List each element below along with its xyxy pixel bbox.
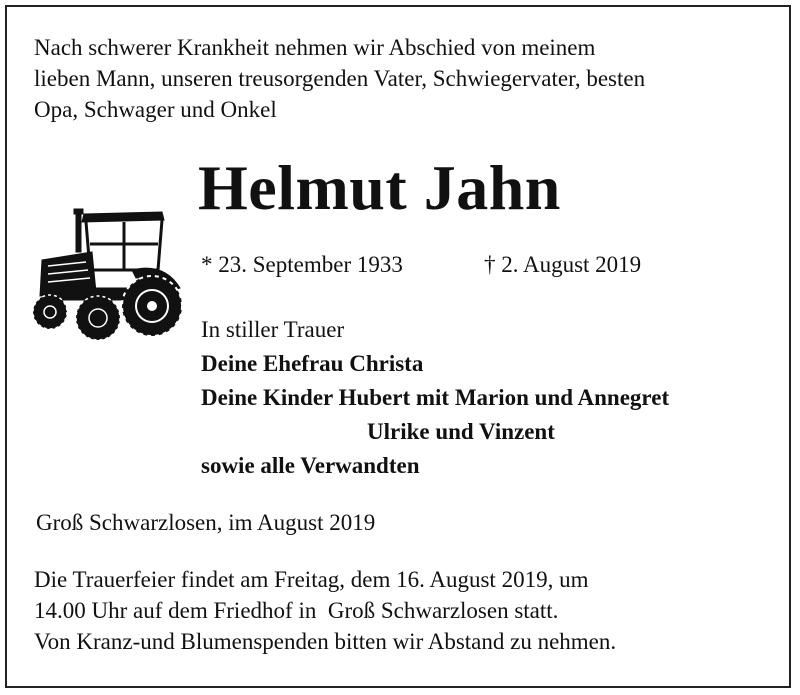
intro-line-3: Opa, Schwager und Onkel	[34, 97, 277, 122]
mourner-wife: Deine Ehefrau Christa	[201, 351, 424, 376]
intro-line-2: lieben Mann, unseren treusorgenden Vater, Schwiegervater, besten	[34, 66, 646, 91]
mourner-children-cont: Ulrike und Vinzent	[367, 419, 555, 444]
funeral-notice	[34, 564, 767, 657]
birth-date: * 23. September 1933	[201, 252, 403, 277]
place-date: Groß Schwarzlosen, im August 2019	[36, 510, 376, 535]
deceased-name: Helmut Jahn	[198, 152, 561, 223]
notice-line-2: 14.00 Uhr auf dem Friedhof in Groß Schwarzlosen statt.	[34, 598, 559, 623]
death-date: † 2. August 2019	[484, 252, 642, 277]
intro-text	[34, 32, 767, 125]
mourner-children: Deine Kinder Hubert mit Marion und Annegret	[201, 385, 670, 410]
notice-line-1: Die Trauerfeier findet am Freitag, dem 16. August 2019, um	[34, 567, 589, 592]
intro-line-1: Nach schwerer Krankheit nehmen wir Abschied von meinem	[34, 35, 596, 60]
notice-line-3: Von Kranz-und Blumenspenden bitten wir Abstand zu nehmen.	[34, 629, 617, 654]
mourner-relatives: sowie alle Verwandten	[201, 453, 420, 478]
mourners-block	[201, 313, 771, 483]
tractor-icon	[24, 200, 186, 350]
mourning-intro: In stiller Trauer	[201, 317, 345, 342]
